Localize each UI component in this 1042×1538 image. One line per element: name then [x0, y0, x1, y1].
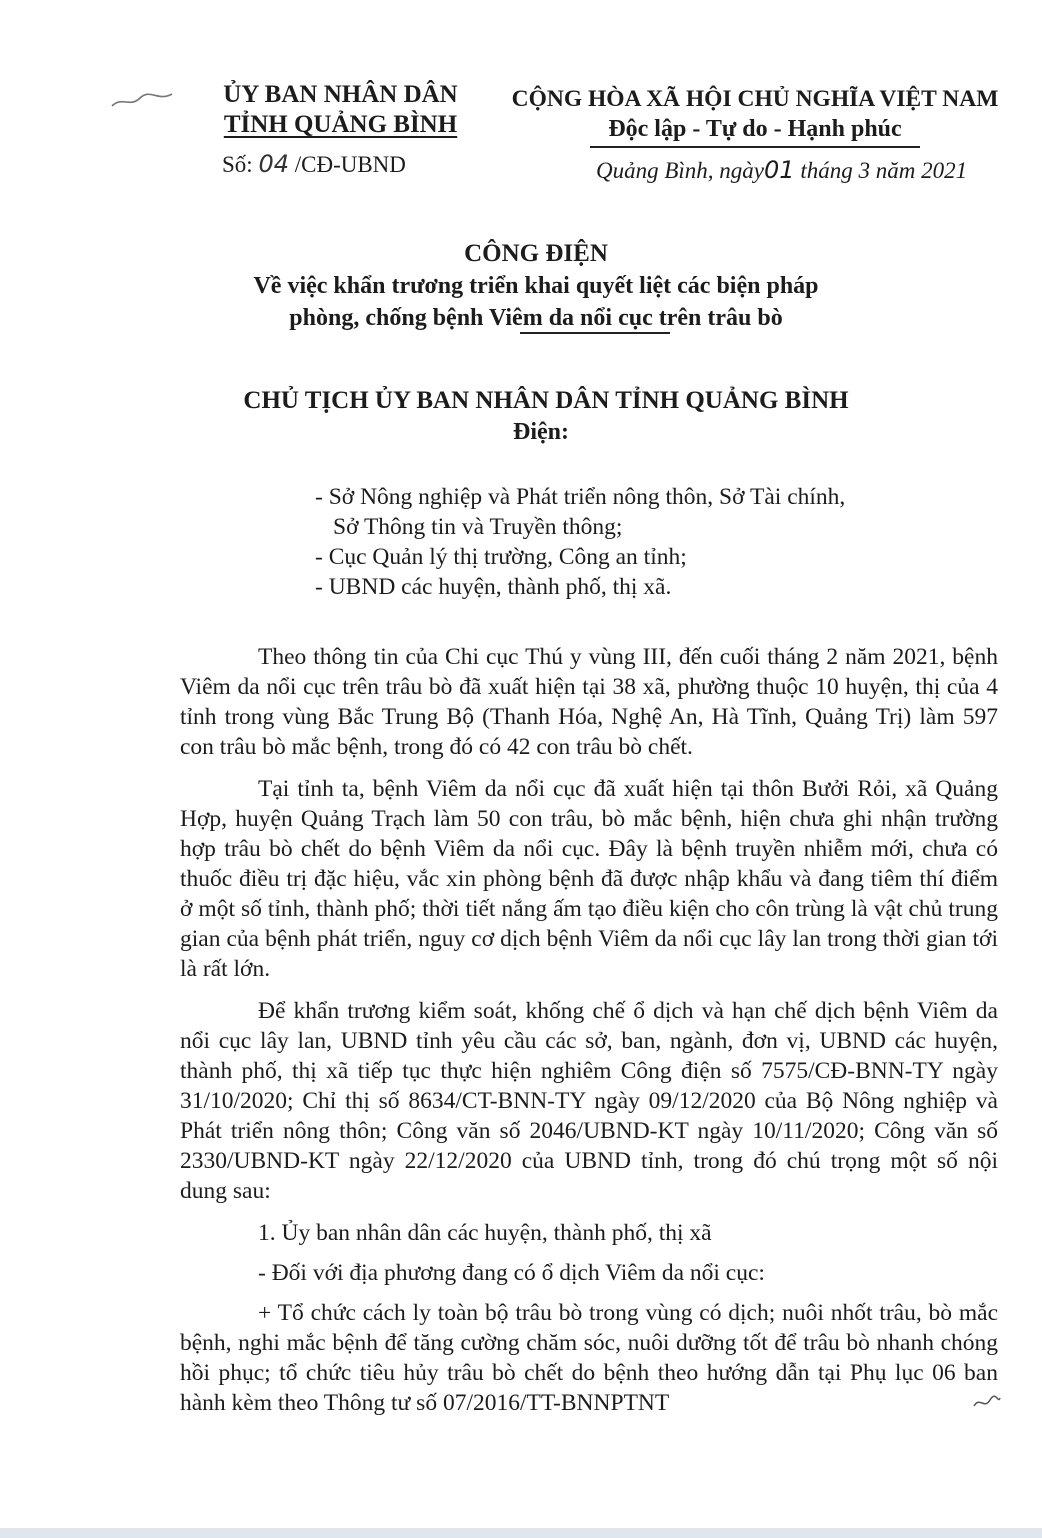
recipient-item: - Cục Quản lý thị trường, Công an tỉnh;	[315, 544, 687, 570]
handwritten-initial-icon	[972, 1392, 1002, 1412]
doc-number-prefix: Số:	[222, 152, 253, 177]
document-title	[0, 238, 1042, 334]
doc-type: CÔNG ĐIỆN	[464, 240, 608, 267]
scan-edge	[0, 1528, 1042, 1538]
agency-line1: ỦY BAN NHÂN DÂN	[223, 81, 458, 108]
date-day-handwritten: 01	[764, 156, 795, 184]
section-heading: 1. Ủy ban nhân dân các huyện, thành phố, thị xã	[258, 1220, 712, 1246]
subject-line1: Về việc khẩn trương triển khai quyết liệt các biện pháp	[253, 273, 819, 299]
issue-date	[596, 156, 967, 184]
issuing-agency	[208, 80, 473, 140]
body-paragraph: Tại tỉnh ta, bệnh Viêm da nổi cục đã xuất hiện tại thôn Bưởi Rỏi, xã Quảng Hợp, huyện Quảng Trạch làm 50 con trâu, bò mắc bệnh, hiện chưa ghi nhận trường hợp trâu bò chết do bệnh Viêm da nổi cục. Đây là bệnh truyền nhiễm mới, chưa có thuốc điều trị đặc hiệu, vắc xin phòng bệnh đã được nhập khẩu và đang tiêm thí điểm ở một số tỉnh, thành phố; thời tiết nắng ấm tạo điều kiện cho côn trùng là vật chủ trung gian của bệnh phát triển, nguy cơ dịch bệnh Viêm da nổi cục lây lan trong thời gian tới là rất lớn.	[180, 776, 998, 982]
recipient-item: Sở Thông tin và Truyền thông;	[333, 514, 623, 540]
sender-dien: Điện:	[513, 419, 569, 445]
national-header	[495, 84, 1015, 148]
document-body	[180, 642, 998, 1430]
date-prefix: Quảng Bình, ngày	[596, 158, 765, 183]
sender-block	[0, 385, 1042, 447]
doc-number-handwritten: 04	[258, 150, 289, 178]
agency-line2: TỈNH QUẢNG BÌNH	[223, 111, 458, 138]
sender-title: CHỦ TỊCH ỦY BAN NHÂN DÂN TỈNH QUẢNG BÌNH	[243, 387, 849, 414]
motto-underline	[590, 146, 920, 148]
doc-number-suffix: /CĐ-UBND	[294, 152, 406, 177]
title-underline	[520, 332, 670, 334]
body-paragraph: Để khẩn trương kiểm soát, khống chế ổ dịch và hạn chế dịch bệnh Viêm da nổi cục lây lan, UBND tỉnh yêu cầu các sở, ban, ngành, đơn vị, UBND các huyện, thành phố, thị xã tiếp tục thực hiện nghiêm Công điện số 7575/CĐ-BNN-TY ngày 31/10/2020; Chỉ thị số 8634/CT-BNN-TY ngày 09/12/2020 của Bộ Nông nghiệp và Phát triển nông thôn; Công văn số 2046/UBND-KT ngày 10/11/2020; Công văn số 2330/UBND-KT ngày 22/12/2020 của UBND tỉnh, trong đó chú trọng một số nội dung sau:	[180, 998, 998, 1204]
nation-name: CỘNG HÒA XÃ HỘI CHỦ NGHĨA VIỆT NAM	[511, 86, 999, 112]
national-motto: Độc lập - Tự do - Hạnh phúc	[608, 116, 902, 142]
recipient-item: - UBND các huyện, thành phố, thị xã.	[315, 574, 672, 600]
date-suffix: tháng 3 năm 2021	[800, 158, 968, 183]
recipient-list	[315, 482, 845, 602]
subject-line2: phòng, chống bệnh Viêm da nổi cục trên trâu bò	[289, 305, 783, 331]
body-paragraph: Theo thông tin của Chi cục Thú y vùng III, đến cuối tháng 2 năm 2021, bệnh Viêm da nổi cục trên trâu bò đã xuất hiện tại 38 xã, phường thuộc 10 huyện, thị của 4 tỉnh trong vùng Bắc Trung Bộ (Thanh Hóa, Nghệ An, Hà Tĩnh, Quảng Trị) làm 597 con trâu bò mắc bệnh, trong đó có 42 con trâu bò chết.	[180, 644, 998, 760]
handwritten-mark-icon	[108, 88, 178, 112]
recipient-item: - Sở Nông nghiệp và Phát triển nông thôn, Sở Tài chính,	[315, 484, 846, 510]
document-number	[222, 150, 406, 178]
body-paragraph: - Đối với địa phương đang có ổ dịch Viêm da nổi cục:	[258, 1260, 765, 1286]
body-paragraph: + Tổ chức cách ly toàn bộ trâu bò trong vùng có dịch; nuôi nhốt trâu, bò mắc bệnh, nghi mắc bệnh để tăng cường chăm sóc, nuôi dưỡng tốt để trâu bò nhanh chóng hồi phục; tổ chức tiêu hủy trâu bò chết do bệnh theo hướng dẫn tại Phụ lục 06 ban hành kèm theo Thông tư số 07/2016/TT-BNNPTNT	[180, 1300, 998, 1416]
